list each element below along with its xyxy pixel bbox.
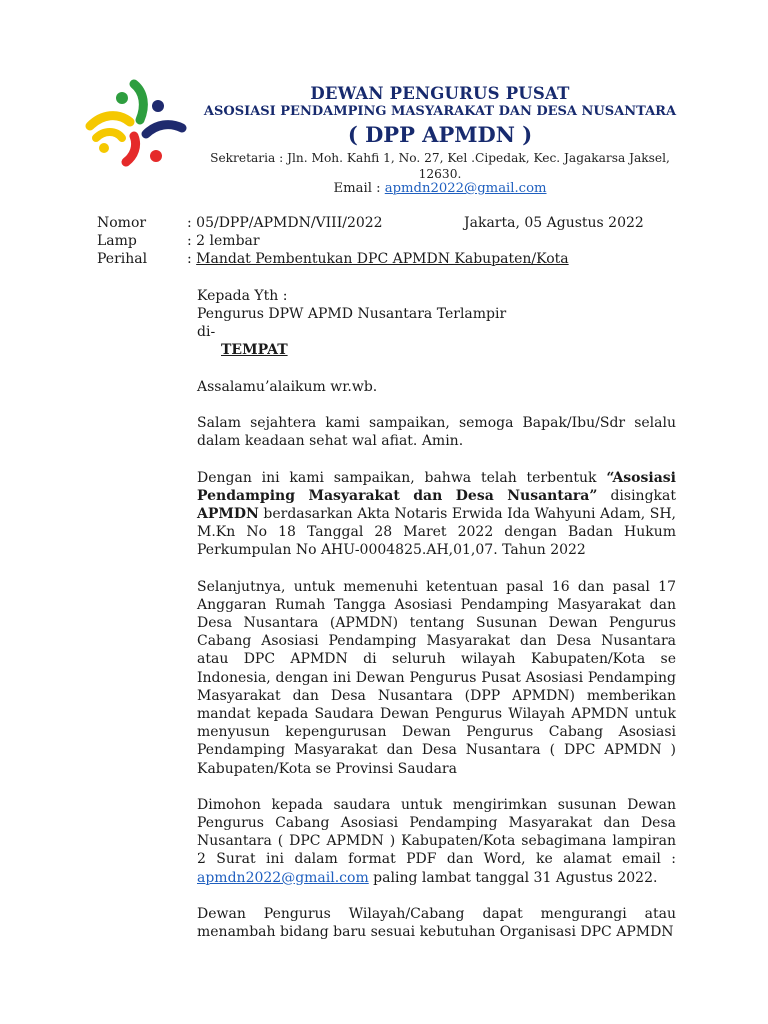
p2-text-c: disingkat: [597, 487, 676, 504]
paragraph-2: [197, 469, 676, 560]
p2-text-e: berdasarkan Akta Notaris Erwida Ida Wahyuni Adam, SH, M.Kn No 18 Tanggal 28 Maret 2022 dengan Badan Hukum Perkumpulan No AHU-0004825.AH,01,07. Tahun 2022: [197, 506, 676, 559]
paragraph-3: Selanjutnya, untuk memenuhi ketentuan pasal 16 dan pasal 17 Anggaran Rumah Tangga Asosiasi Pendamping Masyarakat dan Desa Nusantara (APMDN) tentang Susunan Dewan Pengurus Cabang Asosiasi Pendamping Masyarakat dan Desa Nusantara atau DPC APMDN di seluruh wilayah Kabupaten/Kota se Indonesia, dengan ini Dewan Pengurus Pusat Asosiasi Pendamping Masyarakat dan Desa Nusantara (DPP APMDN) memberikan mandat kepada Saudara Dewan Pengurus Wilayah APMDN untuk menyusun kepengurusan Dewan Pengurus Cabang Asosiasi Pendamping Masyarakat dan Desa Nusantara ( DPC APMDN ) Kabupaten/Kota se Provinsi Saudara: [197, 578, 676, 777]
logo-green-arc: [134, 84, 143, 120]
letterhead-subtitle: ASOSIASI PENDAMPING MASYARAKAT DAN DESA NUSANTARA: [203, 104, 677, 119]
letter-body: [197, 378, 676, 941]
recipient-di: di-: [197, 324, 216, 340]
nomor-label: Nomor: [97, 215, 147, 231]
p4-text-a: Dimohon kepada saudara untuk mengirimkan susunan Dewan Pengurus Cabang Asosiasi Pendamping Masyarakat dan Desa Nusantara ( DPC APMDN ) Kabupaten/Kota sebagimana lampiran 2 Surat ini dalam format PDF dan Word, ke alamat email :: [197, 796, 676, 868]
recipient-salutation: Kepada Yth :: [197, 288, 288, 304]
lamp-label: Lamp: [97, 233, 137, 249]
recipient-place-text: TEMPAT: [221, 342, 288, 358]
organization-logo: [82, 76, 192, 172]
letterhead-abbreviation: ( DPP APMDN ): [347, 122, 533, 147]
letterhead-email-line: [195, 181, 685, 196]
logo-navy-dot: [152, 100, 164, 112]
logo-yellow-dot: [99, 143, 109, 153]
recipient-name: Pengurus DPW APMD Nusantara Terlampir: [197, 306, 507, 322]
perihal-line: [187, 251, 569, 267]
perihal-value: Mandat Pembentukan DPC APMDN Kabupaten/Kota: [196, 251, 569, 267]
p4-email-link[interactable]: apmdn2022@gmail.com: [197, 869, 369, 886]
logo-navy-arc: [146, 125, 182, 134]
paragraph-4: [197, 796, 676, 887]
letterhead-address: Sekretaria : Jln. Moh. Kahfi 1, No. 27, Kel .Cipedak, Kec. Jagakarsa Jaksel, 12630.: [210, 151, 670, 181]
recipient-place: [221, 342, 288, 358]
paragraph-5: Dewan Pengurus Wilayah/Cabang dapat mengurangi atau menambah bidang baru sesuai kebutuhan Organisasi DPC APMDN: [197, 905, 676, 941]
email-label: Email :: [333, 181, 385, 196]
perihal-colon: :: [187, 251, 197, 267]
p2-org-name: “Asosiasi Pendamping Masyarakat dan Desa Nusantara”: [197, 469, 676, 504]
lamp-value: : 2 lembar: [187, 233, 260, 249]
paragraph-1: Salam sejahtera kami sampaikan, semoga Bapak/Ibu/Sdr selalu dalam keadaan sehat wal afiat. Amin.: [197, 415, 676, 450]
place-date: Jakarta, 05 Agustus 2022: [464, 215, 644, 231]
perihal-label: Perihal: [97, 251, 148, 267]
p2-abbrev: APMDN: [197, 506, 259, 523]
greeting: Assalamu’alaikum wr.wb.: [197, 379, 378, 395]
p4-text-b: paling lambat tanggal 31 Agustus 2022.: [368, 869, 658, 886]
email-link[interactable]: apmdn2022@gmail.com: [384, 181, 547, 196]
p2-text-a: Dengan ini kami sampaikan, bahwa telah terbentuk: [197, 469, 607, 486]
logo-yellow-arc: [90, 116, 130, 126]
logo-green-dot: [116, 92, 128, 104]
logo-yellow-arc-2: [96, 132, 122, 138]
logo-red-dot: [150, 150, 162, 162]
nomor-value: : 05/DPP/APMDN/VIII/2022: [187, 215, 383, 231]
letterhead-title: DEWAN PENGURUS PUSAT: [310, 84, 570, 103]
logo-red-arc: [126, 136, 136, 162]
